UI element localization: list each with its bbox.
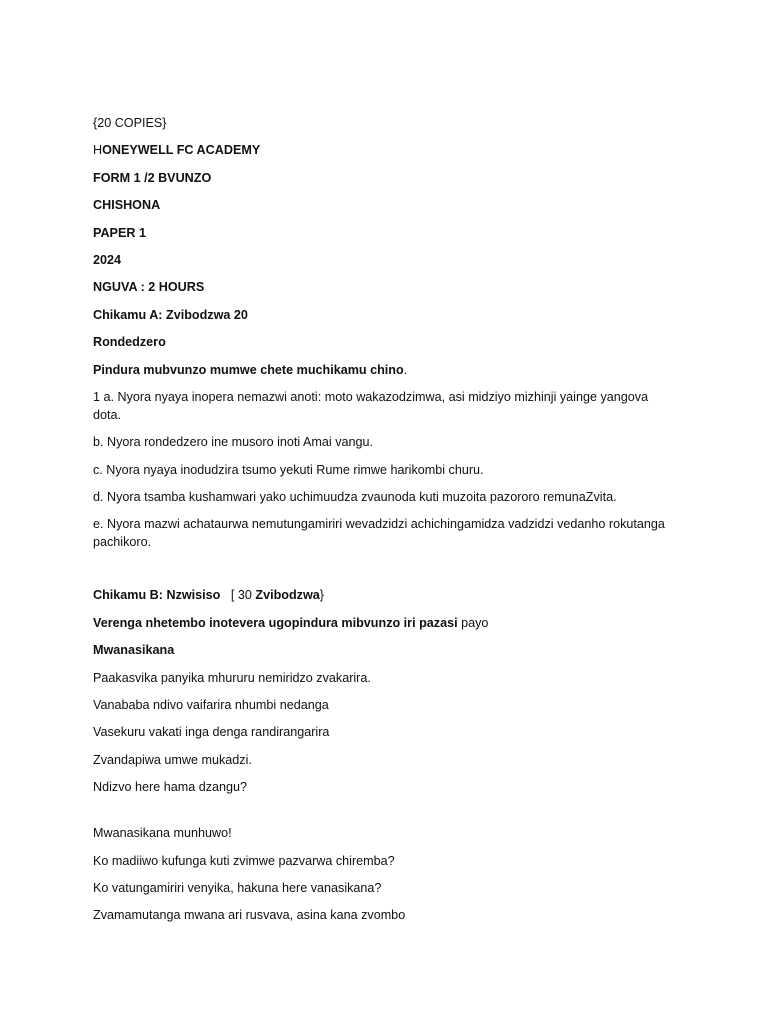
question-item: e. Nyora mazwi achataurwa nemutungamiriri wevadzidzi achichingamidza vadzidzi vedanho rokutanga pachikoro.: [93, 517, 665, 550]
section-a-title: Chikamu A: Zvibodzwa 20: [93, 307, 248, 322]
section-b-marks: Zvibodzwa: [255, 588, 320, 603]
question-item: d. Nyora tsamba kushamwari yako uchimuudza zvaunoda kuti muzoita pazororo remunaZvita.: [93, 490, 617, 505]
section-b-instruction-text: Verenga nhetembo inotevera ugopindura mibvunzo iri pazasi: [93, 615, 458, 630]
section-a-instruction-end: .: [403, 362, 408, 377]
poem-line: Vanababa ndivo vaifarira nhumbi nedanga: [93, 698, 329, 713]
poem-line: Ko madiiwo kufunga kuti zvimwe pazvarwa chiremba?: [93, 853, 395, 868]
school-name-initial: H: [93, 143, 103, 158]
section-b-title-end: }: [319, 588, 324, 603]
school-name-rest: ONEYWELL FC ACADEMY: [102, 143, 261, 158]
poem-line: Ko vatungamiriri venyika, hakuna here vanasikana?: [93, 880, 382, 895]
section-a-subtitle: Rondedzero: [93, 335, 166, 350]
school-name: [93, 141, 673, 159]
poem-line: Mwanasikana munhuwo!: [93, 826, 232, 841]
section-a-instruction: [93, 361, 673, 379]
exam-year: 2024: [93, 252, 122, 267]
question-item: 1 a. Nyora nyaya inopera nemazwi anoti: moto wakazodzimwa, asi midziyo mizhinji yainge yangova dota.: [93, 389, 649, 422]
question-item: c. Nyora nyaya inodudzira tsumo yekuti Rume rimwe harikombi churu.: [93, 462, 484, 477]
section-a-instruction-text: Pindura mubvunzo mumwe chete muchikamu chino: [93, 362, 404, 377]
poem-title: Mwanasikana: [93, 643, 175, 658]
poem-line: Ndizvo here hama dzangu?: [93, 780, 248, 795]
exam-page: [93, 114, 673, 934]
poem-line: Zvandapiwa umwe mukadzi.: [93, 752, 252, 767]
copies-note: {20 COPIES}: [93, 116, 167, 130]
section-b-title: [93, 586, 673, 604]
section-b-instruction-end: payo: [457, 615, 489, 630]
poem-line: Zvamamutanga mwana ari rusvava, asina kana zvombo: [93, 908, 406, 923]
section-b-instruction: [93, 614, 673, 632]
question-item: b. Nyora rondedzero ine musoro inoti Amai vangu.: [93, 435, 374, 450]
exam-duration: NGUVA : 2 HOURS: [93, 280, 205, 295]
poem-line: Paakasvika panyika mhururu nemiridzo zvakarira.: [93, 670, 371, 685]
section-b-title-text: Chikamu B: Nzwisiso: [93, 588, 221, 603]
paper-number: PAPER 1: [93, 225, 146, 240]
subject-name: CHISHONA: [93, 198, 161, 213]
form-level: FORM 1 /2 BVUNZO: [93, 170, 212, 185]
section-b-title-spacer: [ 30: [220, 588, 256, 603]
poem-line: Vasekuru vakati inga denga randirangarira: [93, 725, 330, 740]
